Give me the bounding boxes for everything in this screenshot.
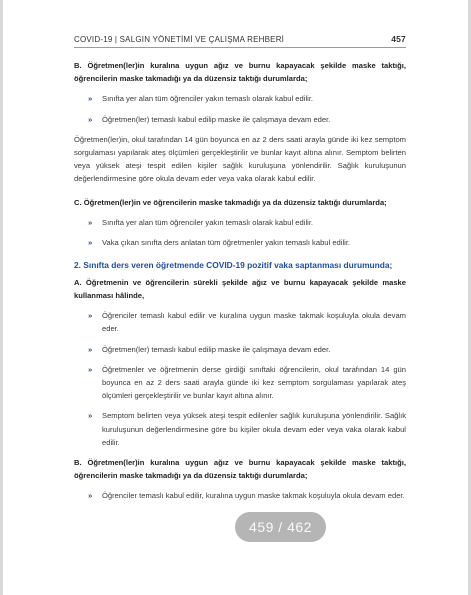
header-page-number: 457 [391,34,406,44]
section-b1-heading: B. Öğretmen(ler)in kuralına uygun ağız ve burnu kapayacak şekilde maske taktığı, öğrencilerin maske takmadığı ya da düzensiz taktığı durumlarda; [74,61,406,84]
page-content [74,59,406,503]
list-item: » Semptom belirten veya yüksek ateşi tespit edilenler sağlık kuruluşuna yönlendirilir. Sağlık kuruluşunun değerlendirmesine göre bu kişiler okula devam eder veya vaka olarak kabul edilir. [88,411,406,447]
section-b1-bullets [74,92,406,125]
bullet-icon: » [88,344,93,354]
list-item: » Öğrenciler temaslı kabul edilir, kuralına uygun maske takmak koşuluyla okula devam eder. [74,489,406,502]
section-2a-bullets [74,309,406,449]
list-item: » Sınıfta yer alan tüm öğrenciler yakın temaslı olarak kabul edilir. [74,92,406,105]
bullet-icon: » [88,311,93,321]
running-header [74,34,406,44]
list-item: » Öğretmenler ve öğretmenin derse girdiği sınıftaki öğrencilerin, okul tarafından 14 gün boyunca en az 2 ders saati arayla günde iki kez semptom sorgulaması yapılarak ateş ölçümleri gerçekleştirilir ve bunlar kayıt altına alınır. [88,364,406,401]
header-divider [74,47,406,48]
bullet-icon: » [88,238,93,248]
list-item: » Öğrenciler temaslı kabul edilir ve kuralına uygun maske takmak koşuluyla okula devam eder. [88,311,406,334]
section-2-heading: 2. Sınıfta ders veren öğretmende COVID-19 pozitif vaka saptanması durumunda; [74,260,393,271]
bullet-icon: » [88,94,93,104]
header-title: COVID-19 | SALGIN YÖNETİMİ VE ÇALIŞMA REHBERİ [74,35,285,44]
section-c-heading: C. Öğretmen(ler)in ve öğrencilerin maske takmadığı ya da düzensiz taktığı durumlarda; [74,197,387,207]
section-2a-heading: A. Öğretmenin ve öğrencilerin sürekli şekilde ağız ve burnu kapayacak şekilde maske kullanması hâlinde, [74,277,406,301]
list-item: » Vaka çıkan sınıfta ders anlatan tüm öğretmenler yakın temaslı kabul edilir. [74,236,406,249]
page-indicator-overlay: 459 / 462 [235,512,326,542]
bullet-icon: » [88,491,93,501]
list-item: » Sınıfta yer alan tüm öğrenciler yakın temaslı olarak kabul edilir. [74,216,406,229]
bullet-icon: » [88,364,93,374]
bullet-icon: » [88,114,93,124]
document-page [3,0,468,595]
section-c-bullets [74,216,406,249]
section-2b-bullets [74,489,406,502]
bullet-icon: » [88,411,93,421]
section-b1-paragraph: Öğretmen(ler)in, okul tarafından 14 gün boyunca en az 2 ders saati arayla günde iki kez semptom sorgulaması yapılarak ateş ölçümleri gerçekleştirilir ve bunlar kayıt altına alınır. Semptom belirten veya yüksek ateşi tespit edilen kişiler sağlık kuruluşuna yönlendirilir. Sağlık kuruluşunun değerlendirmesine göre okula devam eder veya vaka olarak kabul edilir. [74,134,406,184]
bullet-icon: » [88,217,93,227]
list-item: » Öğretmen(ler) temaslı kabul edilip maske ile çalışmaya devam eder. [74,113,406,126]
section-2b-heading: B. Öğretmen(ler)in kuralına uygun ağız ve burnu kapayacak şekilde maske taktığı, öğrencilerin maske takmadığı ya da düzensiz taktığı durumlarda; [74,458,406,481]
list-item: » Öğretmen(ler) temaslı kabul edilip maske ile çalışmaya devam eder. [74,343,406,356]
